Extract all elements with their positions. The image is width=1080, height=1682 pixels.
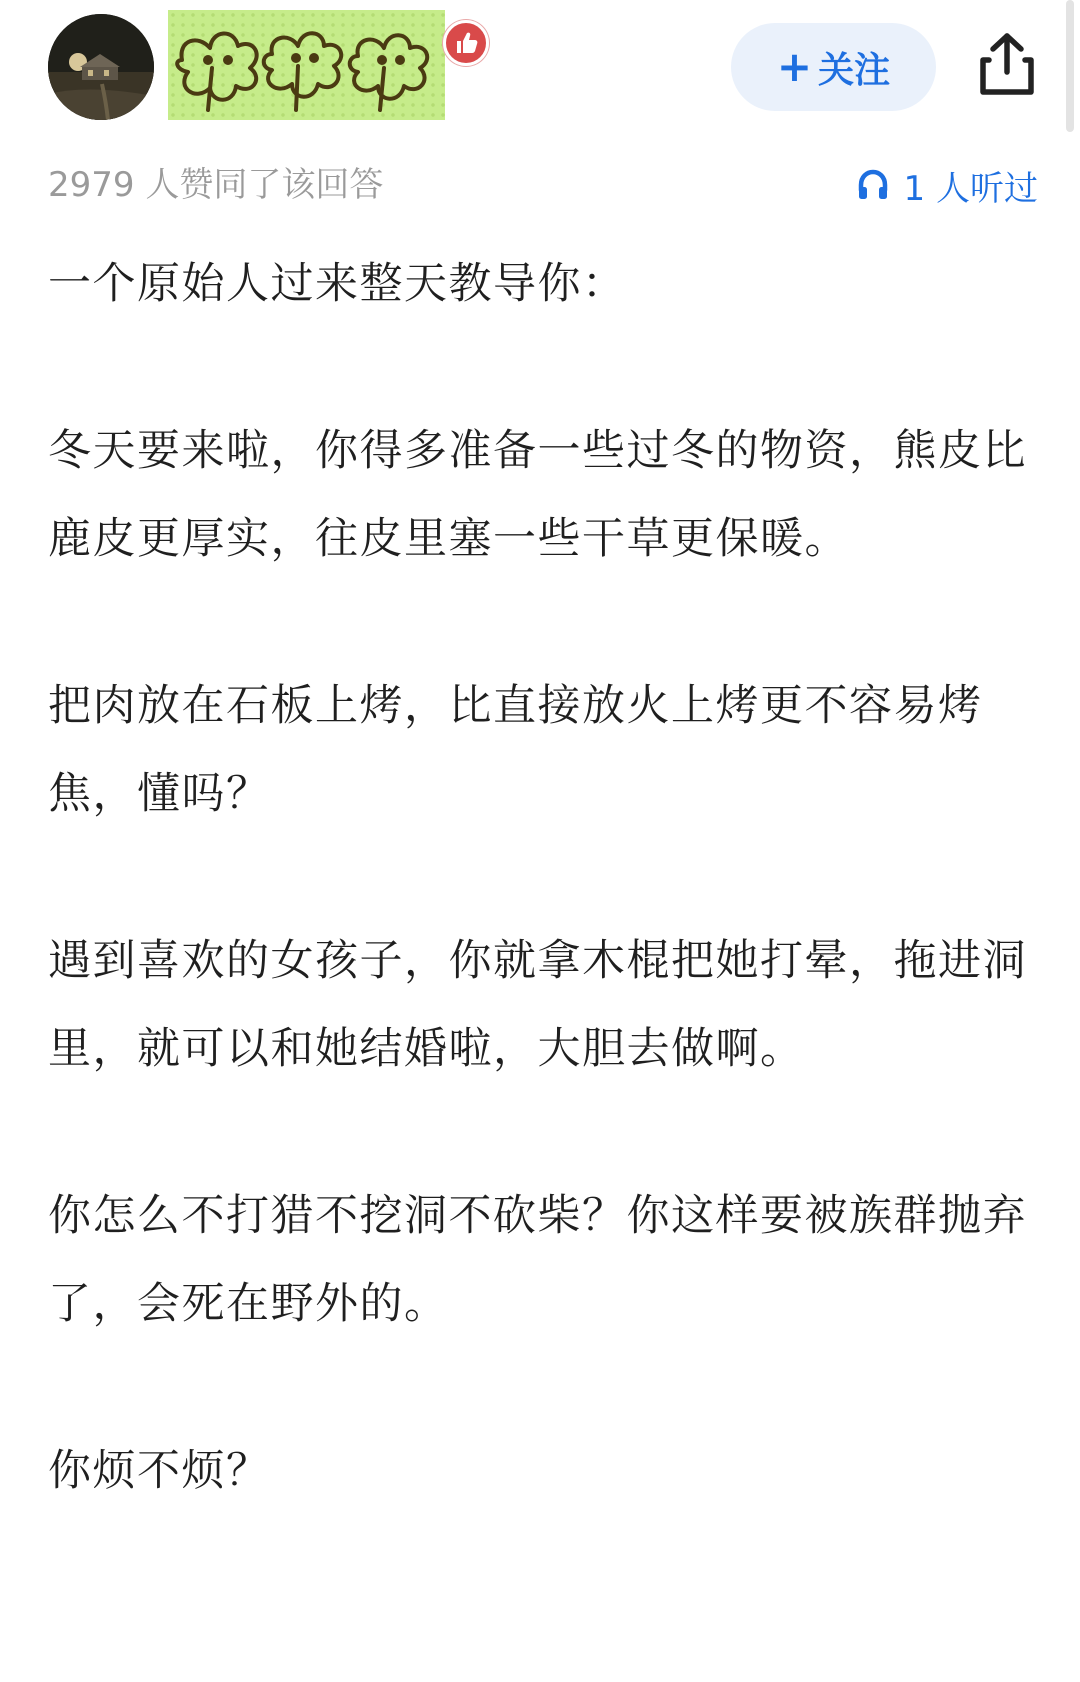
plus-icon: + xyxy=(776,42,813,91)
answer-paragraph: 把肉放在石板上烤，比直接放火上烤更不容易烤焦，懂吗？ xyxy=(48,681,983,819)
share-button[interactable] xyxy=(975,30,1039,100)
upvote-count-text: 2979 人赞同了该回答 xyxy=(48,165,384,205)
follow-label: 关注 xyxy=(818,49,891,91)
author-name-image[interactable] xyxy=(168,10,445,120)
answer-paragraph: 你怎么不打猎不挖洞不砍柴？你这样要被族群抛弃了，会死在野外的。 xyxy=(48,1191,1027,1329)
answer-author-header xyxy=(0,0,1080,140)
answer-meta-row xyxy=(48,160,1038,210)
headphones-icon xyxy=(856,168,890,202)
share-icon xyxy=(975,30,1039,100)
listen-count-link[interactable] xyxy=(856,160,1038,210)
follow-button[interactable] xyxy=(731,23,936,111)
answer-paragraph: 一个原始人过来整天教导你： xyxy=(48,259,627,309)
answer-paragraph: 你烦不烦？ xyxy=(48,1446,271,1496)
thumbs-up-badge-icon xyxy=(443,20,489,66)
author-avatar[interactable] xyxy=(48,14,154,120)
answer-paragraph: 冬天要来啦，你得多准备一些过冬的物资，熊皮比鹿皮更厚实，往皮里塞一些干草更保暖。 xyxy=(48,426,1027,564)
night-house-icon xyxy=(48,14,154,120)
clover-doodle-icon xyxy=(168,10,445,120)
answer-paragraph: 遇到喜欢的女孩子，你就拿木棍把她打晕，拖进洞里，就可以和她结婚啦，大胆去做啊。 xyxy=(48,936,1027,1074)
scrollbar[interactable] xyxy=(1066,0,1074,132)
answer-body xyxy=(48,240,1028,1515)
listen-count-text: 1 人听过 xyxy=(903,168,1038,209)
